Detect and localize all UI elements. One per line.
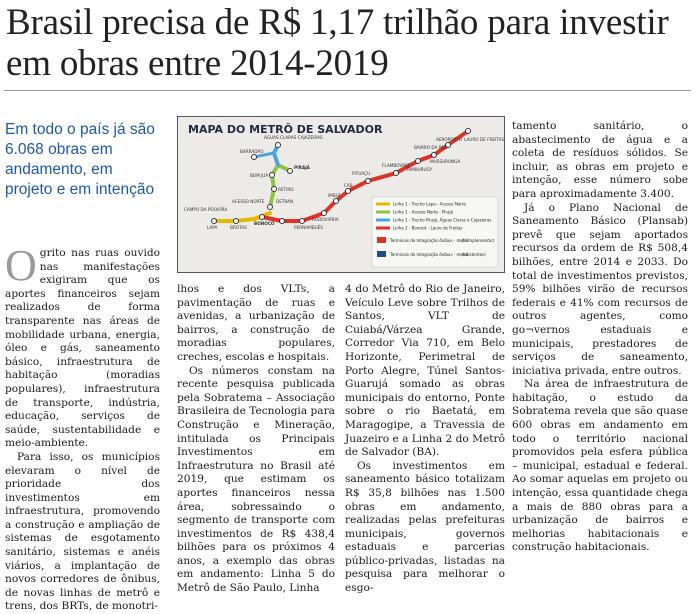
col3-paragraph-2: Os investimentos em saneamento básico totalizam R$ 35,8 bilhões nas 1.500 obras em andamento, realizadas pelas prefeituras municipais, governos estaduais e parcerias público-privadas, listadas na pesquisa para melhorar o esgo- [345,459,505,595]
col2-paragraph-2: Os números constam na recente pesquisa publicada pela Sobratema – Associação Brasileira de Tecnologia para Construção e Mineração, intitulada os Principais Investimentos em Infraestrutura no Brasil até 2019, que estimam os aportes financeiros nessa área, sobressaindo o segmento de transporte com investimentos de R$ 438,4 bilhões para os próximos 4 anos, a exemplo das obras em andamento: Linha 5 do Metrô de São Paulo, Linha [177,364,335,595]
article-column-2 [177,283,335,596]
label-lauro-de-freitas: LAURO DE FREITAS [464,137,504,142]
legend-line1c: Linha 1 - Trecho Pirajá, Águas Claras e Cajazeiras [393,217,492,223]
label-campo-da-polvora: CAMPO DA PÓLVORA [184,207,228,212]
label-piraja: PIRAJÁ [294,165,310,170]
article-column-3 [345,283,505,596]
label-aguas-claras-cajazeiras: ÁGUAS CLARAS CAJAZEIRAS [264,135,323,140]
legend-terminal-planned: Terminais de Integração ônibus - metrô [390,238,469,243]
col4-paragraph-2: Já o Plano Nacional de Saneamento Básico (Plansab) prevê que sejam aportados recursos da ordem de R$ 508,4 bilhões, entre 2014 e 2033. Do total de investimentos previstos, 59% bilhões virão de recursos federais e 41% com recursos de outros agentes, como go¬vernos estaduais e municipais, prestadores de serviços de saneamento, iniciativa privada, entre outros. [512,201,688,377]
map-title: MAPA DO METRÔ DE SALVADOR [188,123,383,136]
subheadline: Em todo o país já são 6.068 obras em andamento, em projeto e em intenção [5,121,155,198]
station-bairro-da-paz [432,153,437,158]
station-tamburugy [416,159,421,164]
label-bom-jua: BOM JUÁ [250,173,269,178]
metro-map-graphic [178,117,504,272]
col1-paragraph-2: Para isso, os municípios elevaram o nível de prioridade dos investimentos em infraestrutura, promovendo a construção e ampliação de sistemas de esgotamento sanitário, sistemas e anéis viários, a implantação de novos corredores de ônibus, de novas linhas de metrô e trens, dos BRTs, de monotri- [5,450,160,613]
legend-icon-terminal-existing [377,251,386,257]
station-imbui [334,199,339,204]
station-pernambues [300,219,305,224]
article-column-4 [512,120,688,555]
label-bonoco: BONOCÓ [254,221,275,226]
headline-rule [4,90,691,91]
article-column-1 [5,241,160,614]
station-lauro-de-freitas [466,129,471,134]
station-acesso-norte [268,205,273,210]
headline: Brasil precisa de R$ 1,17 trilhão para investir em obras entre 2014-2019 [6,2,669,84]
map-legend [372,197,498,267]
label-retiro: RETIRO [278,187,294,192]
station-cab [346,189,351,194]
station-pituacu [366,179,371,184]
legend-icon-terminal-planned [377,237,386,243]
label-mussurunga: MUSSURUNGA [430,159,461,164]
salvador-metro-map [177,116,505,273]
col3-paragraph-1: 4 do Metrô do Rio de Janeiro, Veículo Leve sobre Trilhos de Santos, VLT de Cuiabá/Várzea Grande, Corredor Via 710, em Belo Horizonte, Perimetral de Porto Alegre, Túnel Santos-Guarujá somado as obras municipais do entorno, Ponte sobre o rio Baetatá, em Maragogipe, a Travessia de Juazeiro e a Linha 2 do Metrô de Salvador (BA). [345,283,505,459]
station-bonoco [260,215,265,220]
col4-paragraph-1: tamento sanitário, o abastecimento de água e a coleta de resíduos sólidos. Se incluir, as obras em projeto e intenção, esse número sobe para aproximadamente 3.400. [512,120,688,200]
label-bairro-da-paz: BAIRRO DA PAZ [414,145,447,150]
station-barradao [252,155,257,160]
label-acesso-norte: ACESSO NORTE [232,199,265,204]
legend-terminal-existing: Terminais de Integração ônibus - metrô [390,252,469,257]
legend-line2: Linha 2 - Bonocó - Lauro de Freitas [393,225,463,231]
label-cab: CAB [344,183,353,188]
station-rodoviaria [322,211,327,216]
legend-terminal-planned-note: (a implementar) [462,238,495,243]
label-aeroporto: AEROPORTO [436,137,462,142]
station-lapa [212,219,217,224]
label-pernambues: PERNAMBUÉS [294,225,323,230]
col2-paragraph-1: lhos e dos VLTs, a pavimentação de ruas e avenidas, a urbanização de bairros, a construção de moradias populares, creches, escolas e hospitais. [177,283,335,363]
drop-cap: O [5,241,37,290]
col1-paragraph-1-text: grito nas ruas ouvido nas manifestações exigiram que os aportes financeiros sejam realizados de forma transparente nas áreas de mobilidade urbana, energia, óleo e gás, saneamento básico, infraestrutura de habitação (moradias populares), infraestrutura de transporte, indústria, educação, serviços de saúde, sustentabilidade e meio-ambiente. [5,247,160,450]
station-piraja [288,169,293,174]
label-pituacu: PITUAÇU [352,171,371,176]
station-aguas-claras [276,143,281,148]
station-brotas [234,219,239,224]
label-barradao: BARRADÃO [240,149,264,154]
label-tamburugy: TAMBURUGY [406,167,433,172]
col4-paragraph-3: Na área de infraestrutura de habitação, o estudo da Sobratema revela que são quase 600 obras em andamento em todo o território nacional promovidos pela esfera pública – municipal, estadual e federal. Ao somar aquelas em projeto ou intenção, essa quantidade chega a mais de 880 obras para a urbanização de bairros e melhorias habitacionais e construção habitacionais. [512,378,688,554]
station-bom-jua [270,173,275,178]
col1-paragraph-1 [5,241,160,451]
label-lapa: LAPA [207,225,218,230]
legend-line1a: Linha 1 - Trecho Lapa - Acesso Norte [393,201,466,207]
legend-line1b: Linha 1 - Acesso Norte - Pirajá [393,209,454,215]
station-detran [280,219,285,224]
station-flamboyant [394,171,399,176]
label-imbui: IMBUÍ [328,193,341,198]
label-detran: DETRAN [276,199,294,204]
legend-terminal-existing-note: (existentes) [462,252,486,257]
label-flamboyant: FLAMBOYANT [382,163,410,168]
station-retiro [272,187,277,192]
label-brotas: BROTAS [230,225,247,230]
label-rodoviaria: RODOVIÁRIA [312,217,339,222]
